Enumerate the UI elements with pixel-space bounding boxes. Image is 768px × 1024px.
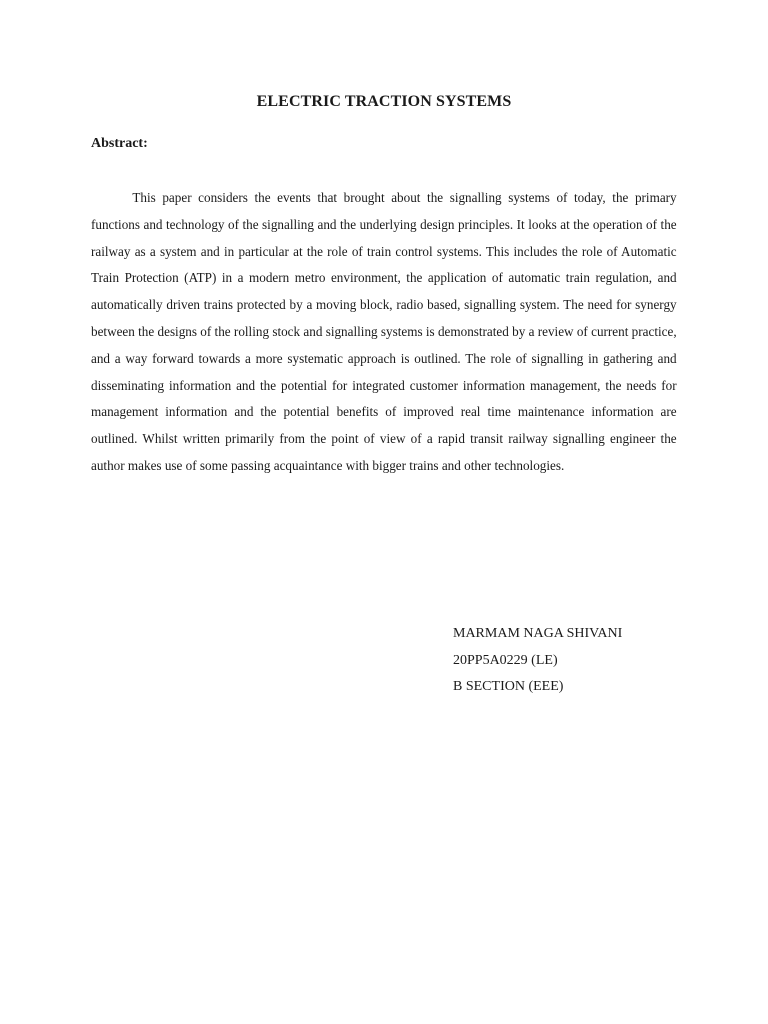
author-name: MARMAM NAGA SHIVANI (453, 626, 623, 641)
author-section: B SECTION (EEE) (453, 679, 564, 694)
abstract-body: This paper considers the events that brought about the signalling systems of today, the primary functions and technology of the signalling and the underlying design principles. It looks at the operation of the railway as a system and in particular at the role of train control systems. This includes the role of Automatic Train Protection (ATP) in a modern metro environment, the application of automatic train regulation, and automatically driven trains protected by a moving block, radio based, signalling system. The need for synergy between the designs of the rolling stock and signalling systems is demonstrated by a review of current practice, and a way forward towards a more systematic approach is outlined. The role of signalling in gathering and disseminating information and the potential for integrated customer information management, the needs for management information and the potential benefits of improved real time maintenance information are outlined. Whilst written primarily from the point of view of a rapid transit railway signalling engineer the author makes use of some passing acquaintance with bigger trains and other technologies. (91, 191, 677, 474)
author-roll-number: 20PP5A0229 (LE) (453, 652, 558, 668)
document-title: ELECTRIC TRACTION SYSTEMS (256, 93, 512, 110)
author-block (453, 621, 622, 701)
abstract-heading: Abstract: (91, 136, 148, 151)
